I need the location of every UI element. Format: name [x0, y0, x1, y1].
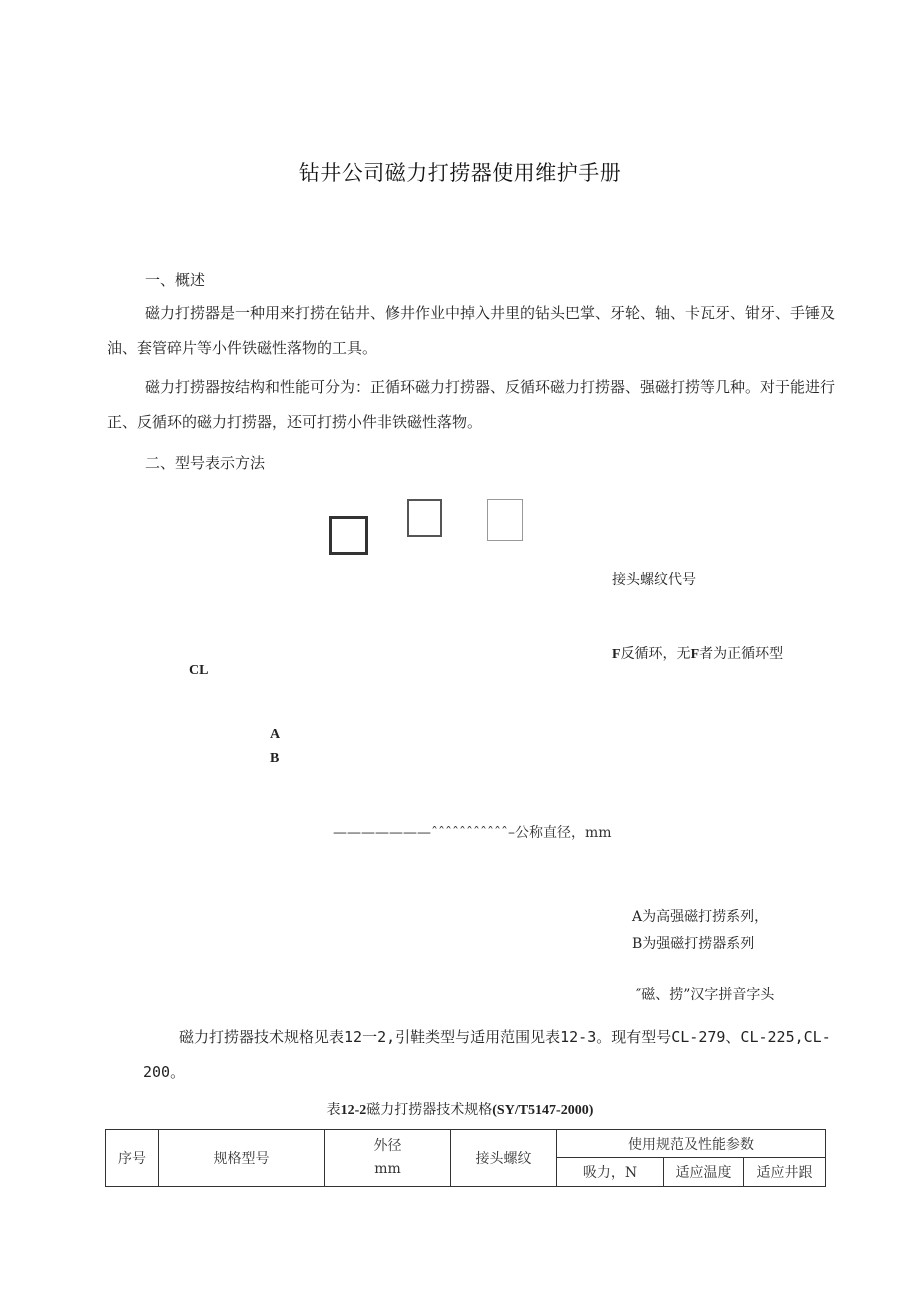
paragraph-spec-reference: 磁力打捞器技术规格见表12一2,引鞋类型与适用范围见表12-3。现有型号CL-279、CL-225,CL-200。: [143, 1028, 831, 1081]
table-caption-standard: (SY/T5147-2000): [492, 1103, 594, 1118]
table-caption-number: 12-2: [340, 1103, 367, 1118]
label-circulation-type: [612, 643, 783, 663]
header-outer-diameter: [325, 1130, 451, 1187]
header-od-label: 外径: [373, 1138, 402, 1154]
table-caption: [0, 1099, 920, 1119]
section-heading-model-notation: 二、型号表示方法: [145, 454, 266, 472]
header-thread: 接头螺纹: [451, 1130, 557, 1187]
label-b: B: [270, 751, 280, 766]
table-caption-prefix: 表: [326, 1102, 341, 1118]
table-caption-text: 磁力打捞器技术规格: [366, 1102, 493, 1118]
label-f-prefix: F: [612, 647, 621, 662]
label-a: A: [270, 727, 281, 742]
header-well-depth: 适应井跟: [744, 1158, 826, 1187]
model-code-box-1: [329, 516, 368, 555]
label-a-series: A为高强磁打捞系列，: [632, 909, 769, 925]
label-f-letter: F: [690, 647, 700, 662]
label-nominal-diameter: ———————ˆˆˆˆˆˆˆˆˆˆˆ–公称直径，mm: [333, 825, 612, 841]
header-temperature: 适应温度: [664, 1158, 744, 1187]
header-performance-group: 使用规范及性能参数: [557, 1130, 826, 1158]
section-heading-overview: 一、概述: [145, 271, 206, 289]
header-suction: 吸力，N: [557, 1158, 664, 1187]
model-code-box-3: [487, 499, 523, 541]
label-f-mid: 反循环，无: [620, 646, 691, 662]
label-pinyin-initials: ″磁、捞”汉字拼音字头: [636, 987, 775, 1003]
header-model: 规格型号: [159, 1130, 325, 1187]
label-f-suffix: 者为正循环型: [699, 646, 784, 662]
page-title: 钻井公司磁力打捞器使用维护手册: [298, 161, 622, 185]
header-index: 序号: [106, 1130, 159, 1187]
spec-table: [105, 1129, 826, 1187]
paragraph-classification: 磁力打捞器按结构和性能可分为：正循环磁力打捞器、反循环磁力打捞器、强磁打捞等几种。对于能进行正、反循环的磁力打捞器，还可打捞小件非铁磁性落物。: [107, 378, 836, 431]
label-cl: CL: [189, 663, 209, 678]
header-od-unit: mm: [374, 1161, 401, 1177]
model-code-box-2: [407, 499, 442, 537]
label-thread-code: 接头螺纹代号: [612, 572, 696, 588]
table-header-row-1: [106, 1130, 826, 1158]
label-b-series: B为强磁打捞器系列: [632, 936, 755, 952]
paragraph-definition: 磁力打捞器是一种用来打捞在钻井、修井作业中掉入井里的钻头巴掌、牙轮、轴、卡瓦牙、钳牙、手锤及油、套管碎片等小件铁磁性落物的工具。: [107, 304, 836, 357]
